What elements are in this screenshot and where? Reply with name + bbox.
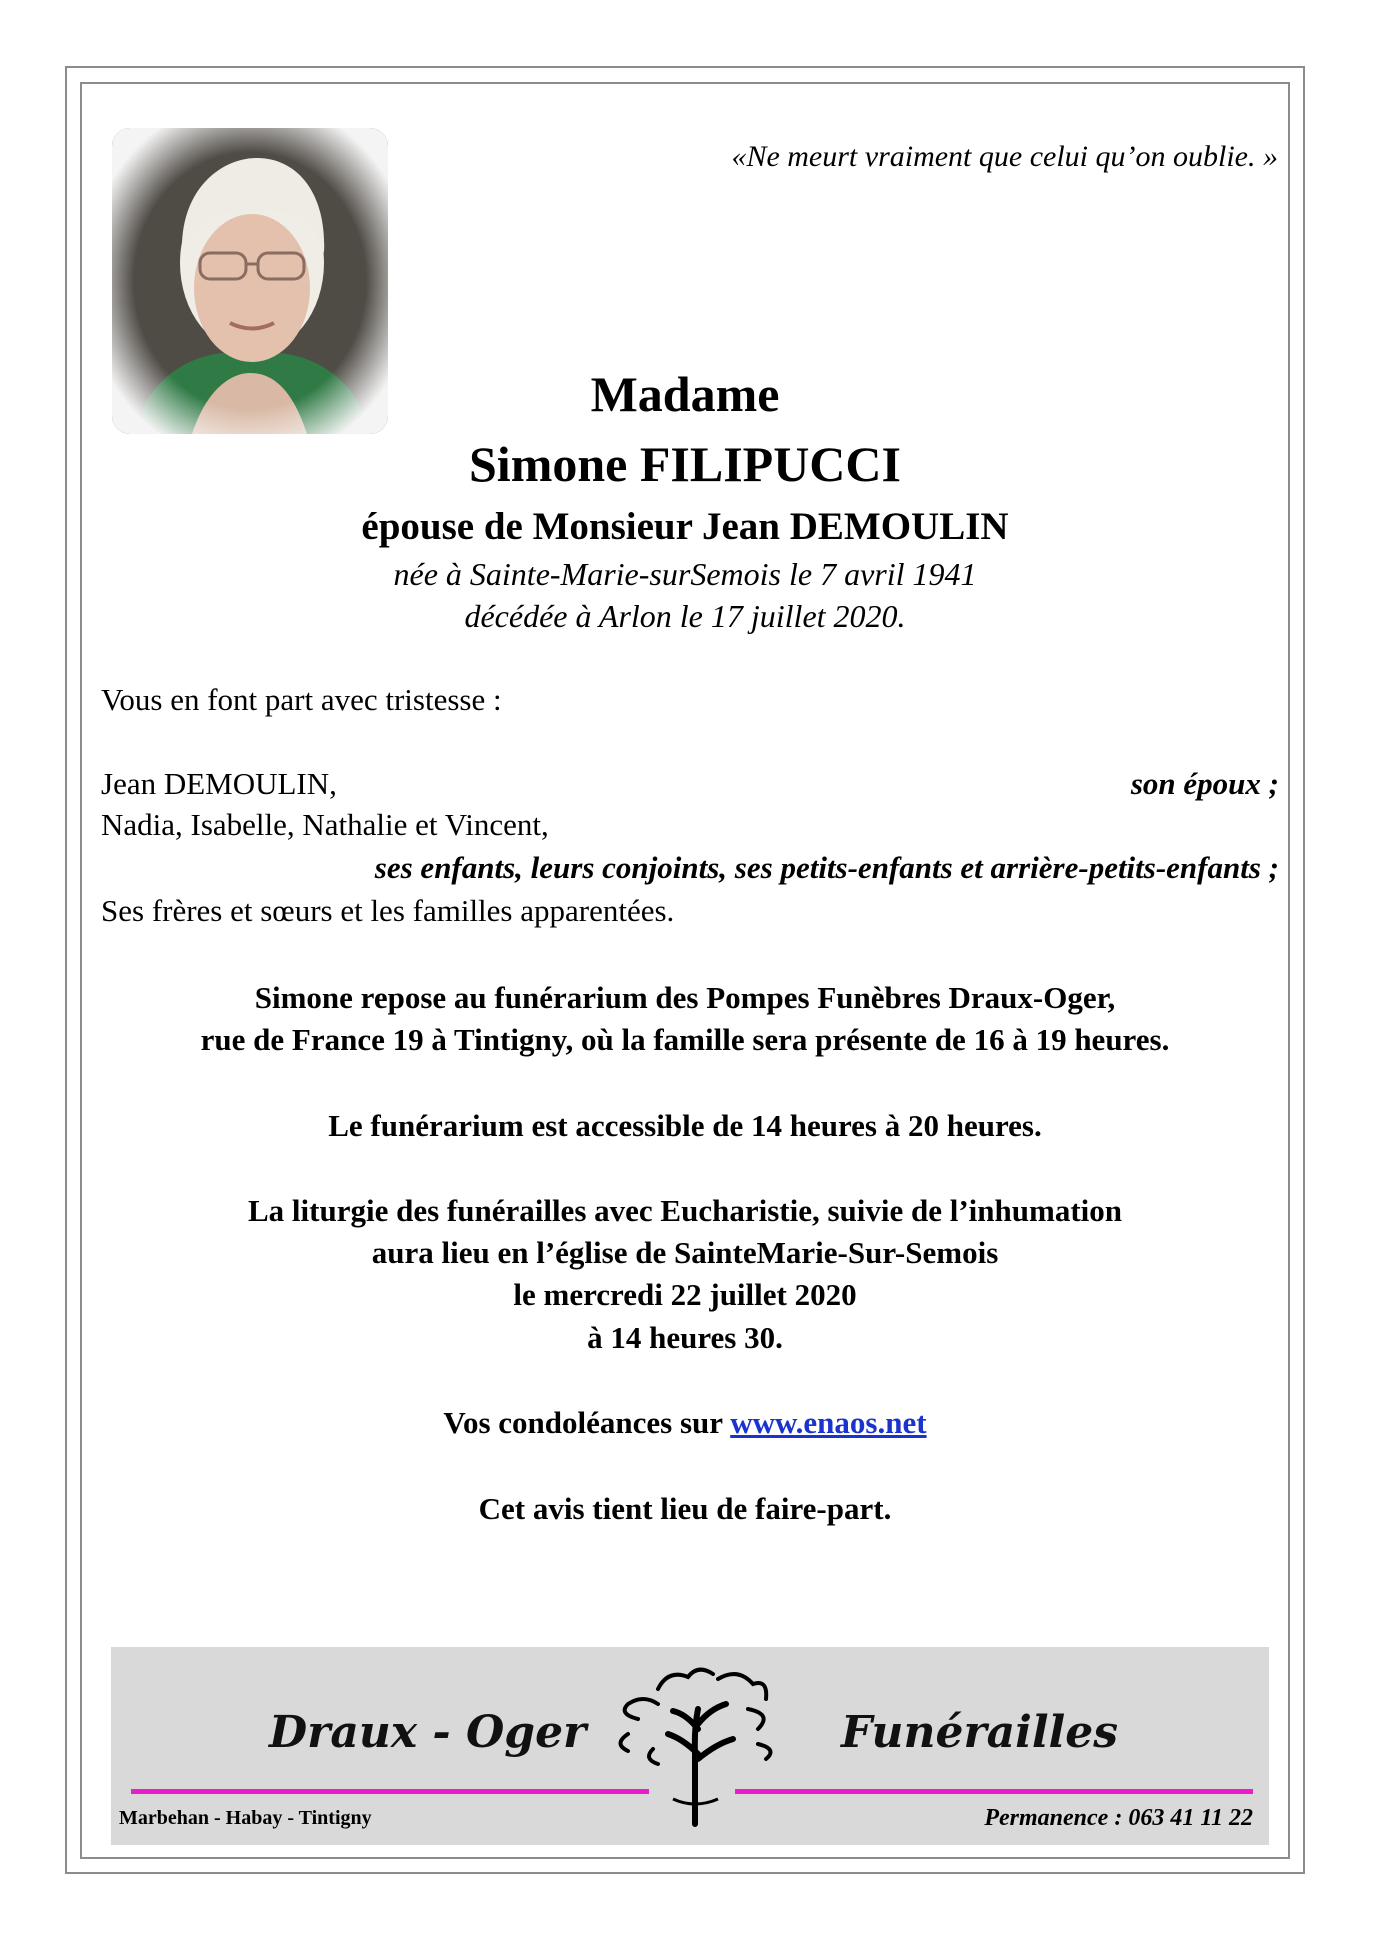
accent-line-left — [131, 1789, 649, 1794]
brand-name-right: Funérailles — [841, 1707, 1119, 1758]
spouse-line: épouse de Monsieur Jean DEMOULIN — [361, 505, 1009, 548]
announcement-intro: Vous en font part avec tristesse : — [101, 682, 502, 717]
accent-line-right — [735, 1789, 1253, 1794]
liturgy-line-2: aura lieu en l’église de SainteMarie-Sur-Semois — [371, 1235, 999, 1270]
other-family: Ses frères et sœurs et les familles apparentées. — [101, 893, 675, 928]
condolences-line — [90, 1405, 1280, 1441]
family-husband-row — [101, 766, 1279, 802]
liturgy-time: à 14 heures 30. — [587, 1320, 783, 1355]
liturgy-line-1: La liturgie des funérailles avec Eucharistie, suivie de l’inhumation — [247, 1193, 1123, 1228]
death-line: décédée à Arlon le 17 juillet 2020. — [464, 598, 906, 634]
brand-name-left: Draux - Oger — [269, 1707, 587, 1758]
deceased-title: Madame — [590, 366, 780, 422]
closing-note: Cet avis tient lieu de faire-part. — [478, 1491, 892, 1526]
access-hours: Le funérarium est accessible de 14 heures à 20 heures. — [328, 1108, 1042, 1143]
funeral-home-footer — [111, 1647, 1269, 1845]
condolences-prefix: Vos condoléances sur — [443, 1405, 723, 1440]
epigraph-quote: «Ne meurt vraiment que celui qu’on oublie. » — [731, 140, 1278, 173]
husband-role: son époux ; — [1130, 766, 1279, 801]
repose-line-1: Simone repose au funérarium des Pompes Funèbres Draux-Oger, — [254, 980, 1116, 1015]
repose-line-2: rue de France 19 à Tintigny, où la famille sera présente de 16 à 19 heures. — [200, 1022, 1170, 1057]
birth-line: née à Sainte-Marie-surSemois le 7 avril 1941 — [393, 556, 977, 592]
deceased-name: Simone FILIPUCCI — [469, 436, 901, 492]
tree-icon — [598, 1659, 798, 1829]
liturgy-date: le mercredi 22 juillet 2020 — [513, 1277, 857, 1312]
children-names: Nadia, Isabelle, Nathalie et Vincent, — [101, 807, 549, 842]
children-role: ses enfants, leurs conjoints, ses petits-enfants et arrière-petits-enfants ; — [374, 850, 1279, 885]
branch-towns: Marbehan - Habay - Tintigny — [119, 1807, 372, 1829]
contact-phone: Permanence : 063 41 11 22 — [984, 1805, 1253, 1831]
husband-name: Jean DEMOULIN, — [101, 766, 337, 801]
condolences-link[interactable]: www.enaos.net — [730, 1405, 927, 1440]
